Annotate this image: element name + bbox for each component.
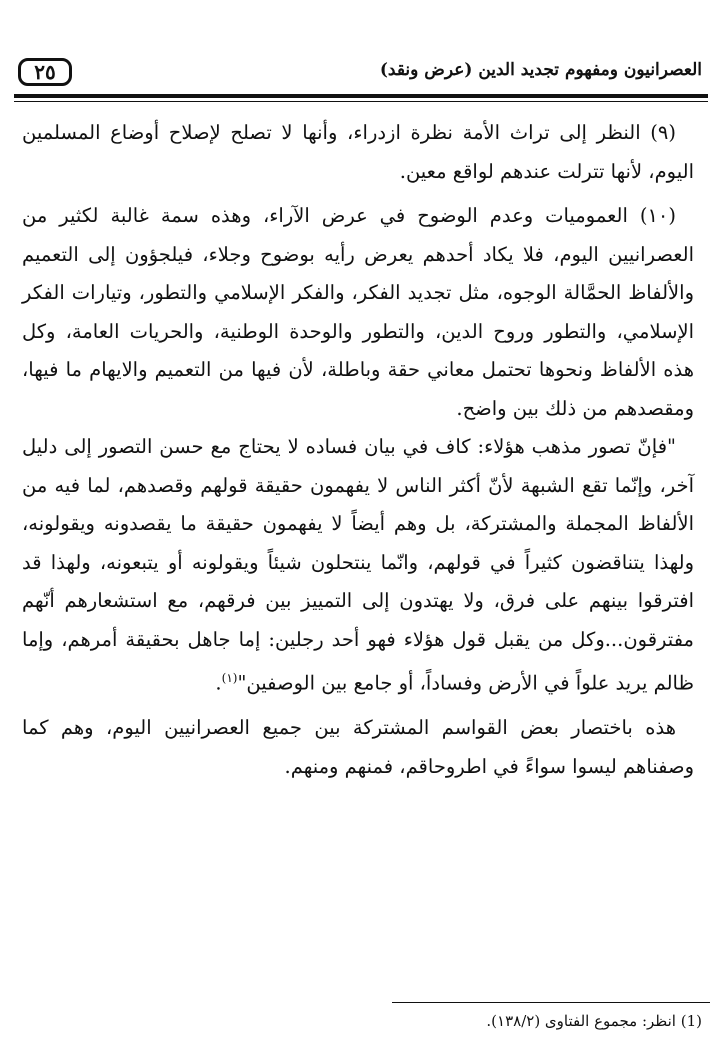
running-title: العصرانيون ومفهوم تجديد الدين (عرض ونقد) bbox=[379, 60, 702, 80]
paragraph-item-9: (٩) النظر إلى تراث الأمة نظرة ازدراء، وأنها لا تصلح لإصلاح أوضاع المسلمين اليوم، لأنها تترلت عندهم لواقع معين. bbox=[22, 121, 694, 183]
footnote bbox=[302, 1012, 702, 1030]
footnote-text: انظر: مجموع الفتاوى (١٣٨/٢). bbox=[486, 1012, 676, 1030]
quotation-text: "فإنّ تصور مذهب هؤلاء: كاف في بيان فساده لا يحتاج مع حسن التصور إلى دليل آخر، وإنّما تقع الشبهة لأنّ أكثر الناس لا يفهمون حقيقة قولهم وقصدهم، لما فيه من الألفاظ المجملة والمشتركة، بل وهم أيضاً لا يفهمون حقيقة ما يقصدونه ويقولونه، ولهذا يتناقضون كثيراً في قولهم، وانّما ينتحلون شيئاً ويقولونه أو يتبعونه، ولهذا قد افترقوا بينهم على فرق، ولا يهتدون إلى التمييز بين فرقهم، مع استشعارهم أنّهم مفترقون...وكل من يقبل قول هؤلاء فهو أحد رجلين: إما جاهل بحقيقة أمرهم، وإما ظالم يريد علواً في الأرض وفساداً، أو جامع بين الوصفين" bbox=[22, 435, 694, 695]
footnote-number: (1) bbox=[680, 1012, 702, 1030]
quotation-paragraph: "فإنّ تصور مذهب هؤلاء: كاف في بيان فساده لا يحتاج مع حسن التصور إلى دليل آخر، وإنّما تقع الشبهة لأنّ أكثر الناس لا يفهمون حقيقة قولهم وقصدهم، لما فيه من الألفاظ المجملة والمشتركة، بل وهم أيضاً لا يفهمون حقيقة ما يقصدونه ويقولونه، ولهذا يتناقضون كثيراً في قولهم، وانّما ينتحلون شيئاً ويقولونه أو يتبعونه، ولهذا قد افترقوا بينهم على فرق، ولا يهتدون إلى التمييز بين فرقهم، مع استشعارهم أنّهم مفترقون...وكل من يقبل قول هؤلاء فهو أحد رجلين: إما جاهل بحقيقة أمرهم، وإما ظالم يريد علواً في الأرض وفساداً، أو جامع بين الوصفين"$^{(١)}$. bbox=[22, 435, 694, 695]
body-text bbox=[22, 114, 694, 786]
header-rule-thin bbox=[14, 101, 708, 102]
page-number-text: ٢٥ bbox=[34, 60, 56, 84]
closing-paragraph: هذه باختصار بعض القواسم المشتركة بين جميع العصرانيين اليوم، وهم كما وصفناهم ليسوا سواءً في اطروحاقم، فمنهم ومنهم. bbox=[22, 716, 694, 778]
page-header bbox=[14, 54, 708, 94]
header-rule-thick bbox=[14, 94, 708, 98]
page-number bbox=[18, 58, 72, 86]
footnote-reference: (١) bbox=[221, 671, 238, 685]
paragraph-item-10: (١٠) العموميات وعدم الوضوح في عرض الآراء، وهذه سمة غالبة لكثير من العصرانيين اليوم، فلا يكاد أحدهم يعرض رأيه بوضوح وجلاء، فيلجؤون إلى التعميم والألفاظ الحمَّالة الوجوه، مثل تجديد الفكر، والفكر الإسلامي والتطور، وتيارات الفكر الإسلامي، والتطور وروح الدين، والتطور والوحدة الوطنية، والحريات العامة، وكل هذه الألفاظ ونحوها تحتمل معاني حقة وباطلة، لأن فيها من التعميم والايهام ما فيها، ومقصدهم من ذلك بين واضح. bbox=[22, 204, 694, 420]
footnote-rule bbox=[392, 1002, 710, 1003]
